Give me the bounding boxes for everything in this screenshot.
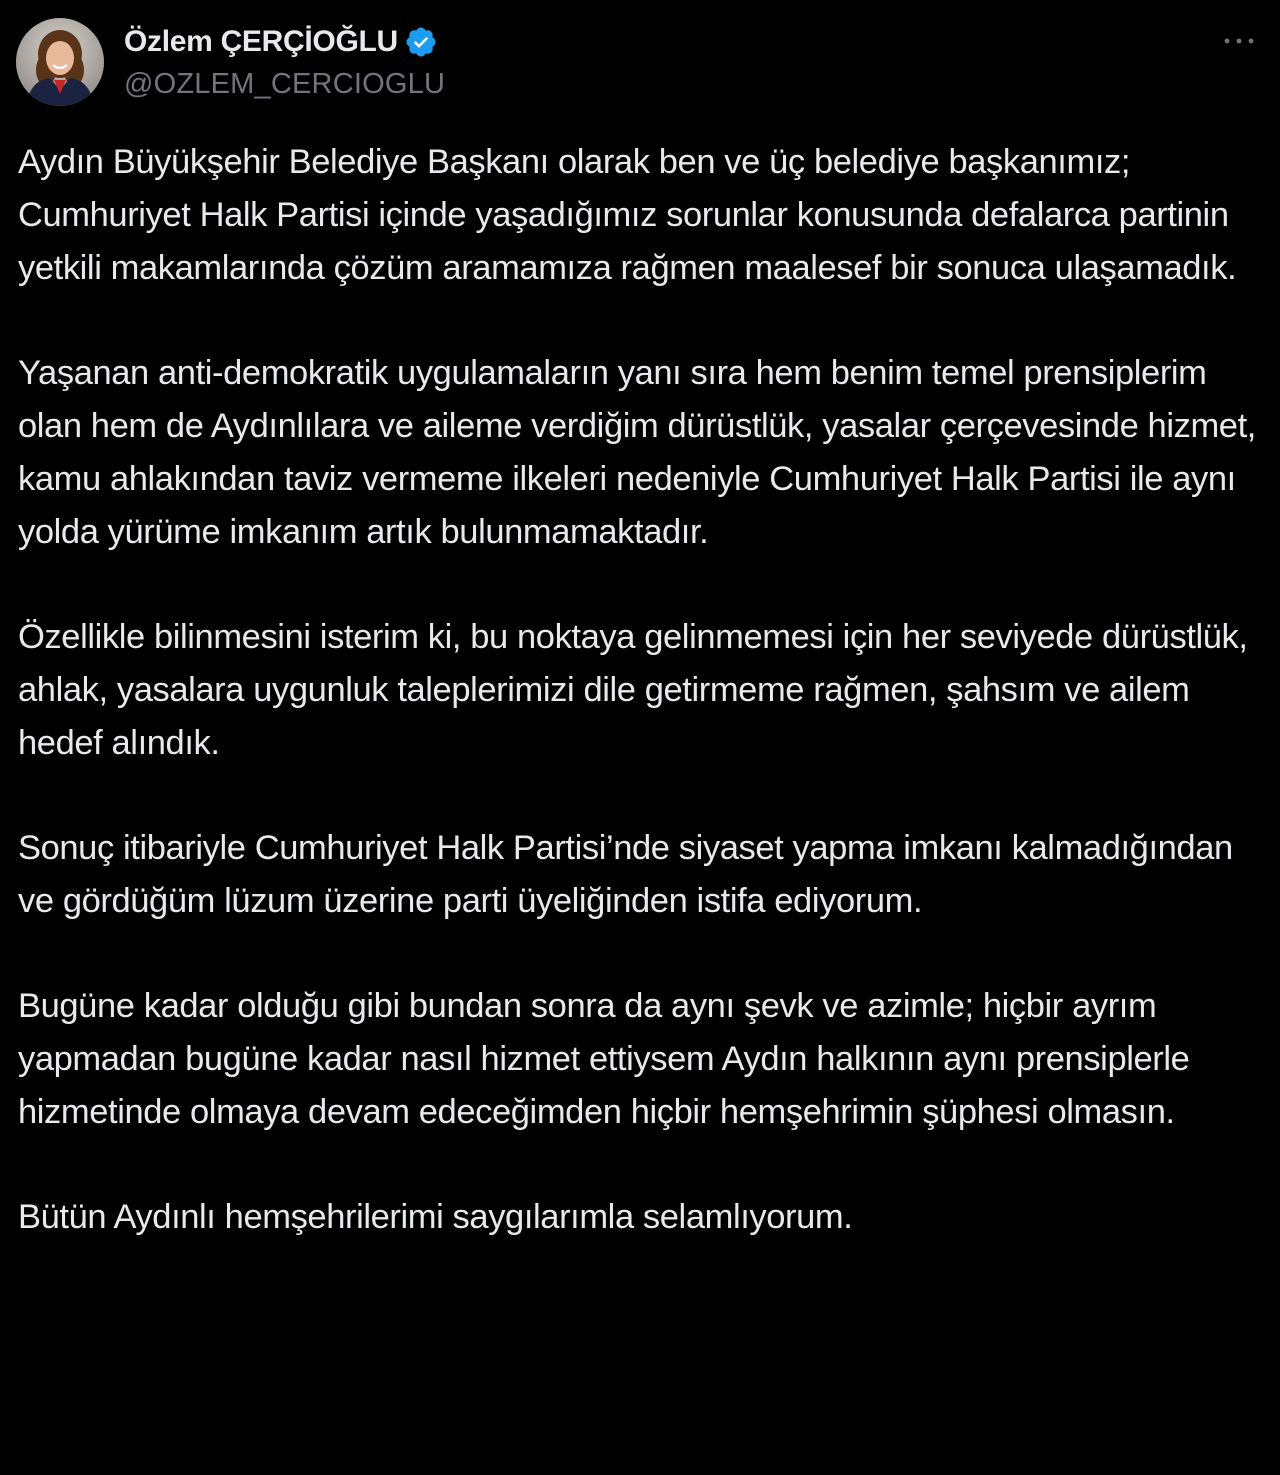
tweet-paragraph: Yaşanan anti-demokratik uygulamaların yanı sıra hem benim temel prensiplerim olan hem de Aydınlılara ve aileme verdiğim dürüstlük, yasalar çerçevesinde hizmet, kamu ahlakından taviz vermeme ilkeleri nedeniyle Cumhuriyet Halk Partisi ile aynı yolda yürüme imkanım artık bulunmamaktadır.	[18, 354, 1256, 551]
tweet-paragraph: Bugüne kadar olduğu gibi bundan sonra da aynı şevk ve azimle; hiçbir ayrım yapmadan bugüne kadar nasıl hizmet ettiysem Aydın halkının aynı prensiplerle hizmetinde olmaya devam edeceğimden hiçbir hemşehrimin şüphesi olmasın.	[18, 987, 1190, 1131]
author-names	[124, 22, 445, 101]
more-options-icon[interactable]	[1222, 36, 1256, 46]
tweet-header	[16, 18, 1264, 110]
tweet-paragraph: Bütün Aydınlı hemşehrilerimi saygılarımla selamlıyorum.	[18, 1198, 853, 1236]
verified-badge-icon	[404, 25, 438, 59]
tweet-paragraph: Aydın Büyükşehir Belediye Başkanı olarak ben ve üç belediye başkanımız; Cumhuriyet Halk Partisi içinde yaşadığımız sorunlar konusunda defalarca partinin yetkili makamlarında çözüm aramamıza rağmen maalesef bir sonuca ulaşamadık.	[18, 143, 1237, 287]
tweet-text	[18, 136, 1268, 1244]
display-name[interactable]: Özlem ÇERÇİOĞLU	[124, 25, 398, 58]
tweet-paragraph: Sonuç itibariyle Cumhuriyet Halk Partisi’nde siyaset yapma imkanı kalmadığından ve gördüğüm lüzum üzerine parti üyeliğinden istifa ediyorum.	[18, 829, 1233, 920]
profile-photo-icon	[16, 18, 104, 106]
avatar[interactable]	[16, 18, 104, 106]
handle[interactable]: @OZLEM_CERCIOGLU	[124, 68, 446, 100]
tweet-paragraph: Özellikle bilinmesini isterim ki, bu noktaya gelinmemesi için her seviyede dürüstlük, ahlak, yasalara uygunluk taleplerimizi dile getirmeme rağmen, şahsım ve ailem hedef alındık.	[18, 618, 1248, 762]
display-name-row	[124, 22, 445, 62]
